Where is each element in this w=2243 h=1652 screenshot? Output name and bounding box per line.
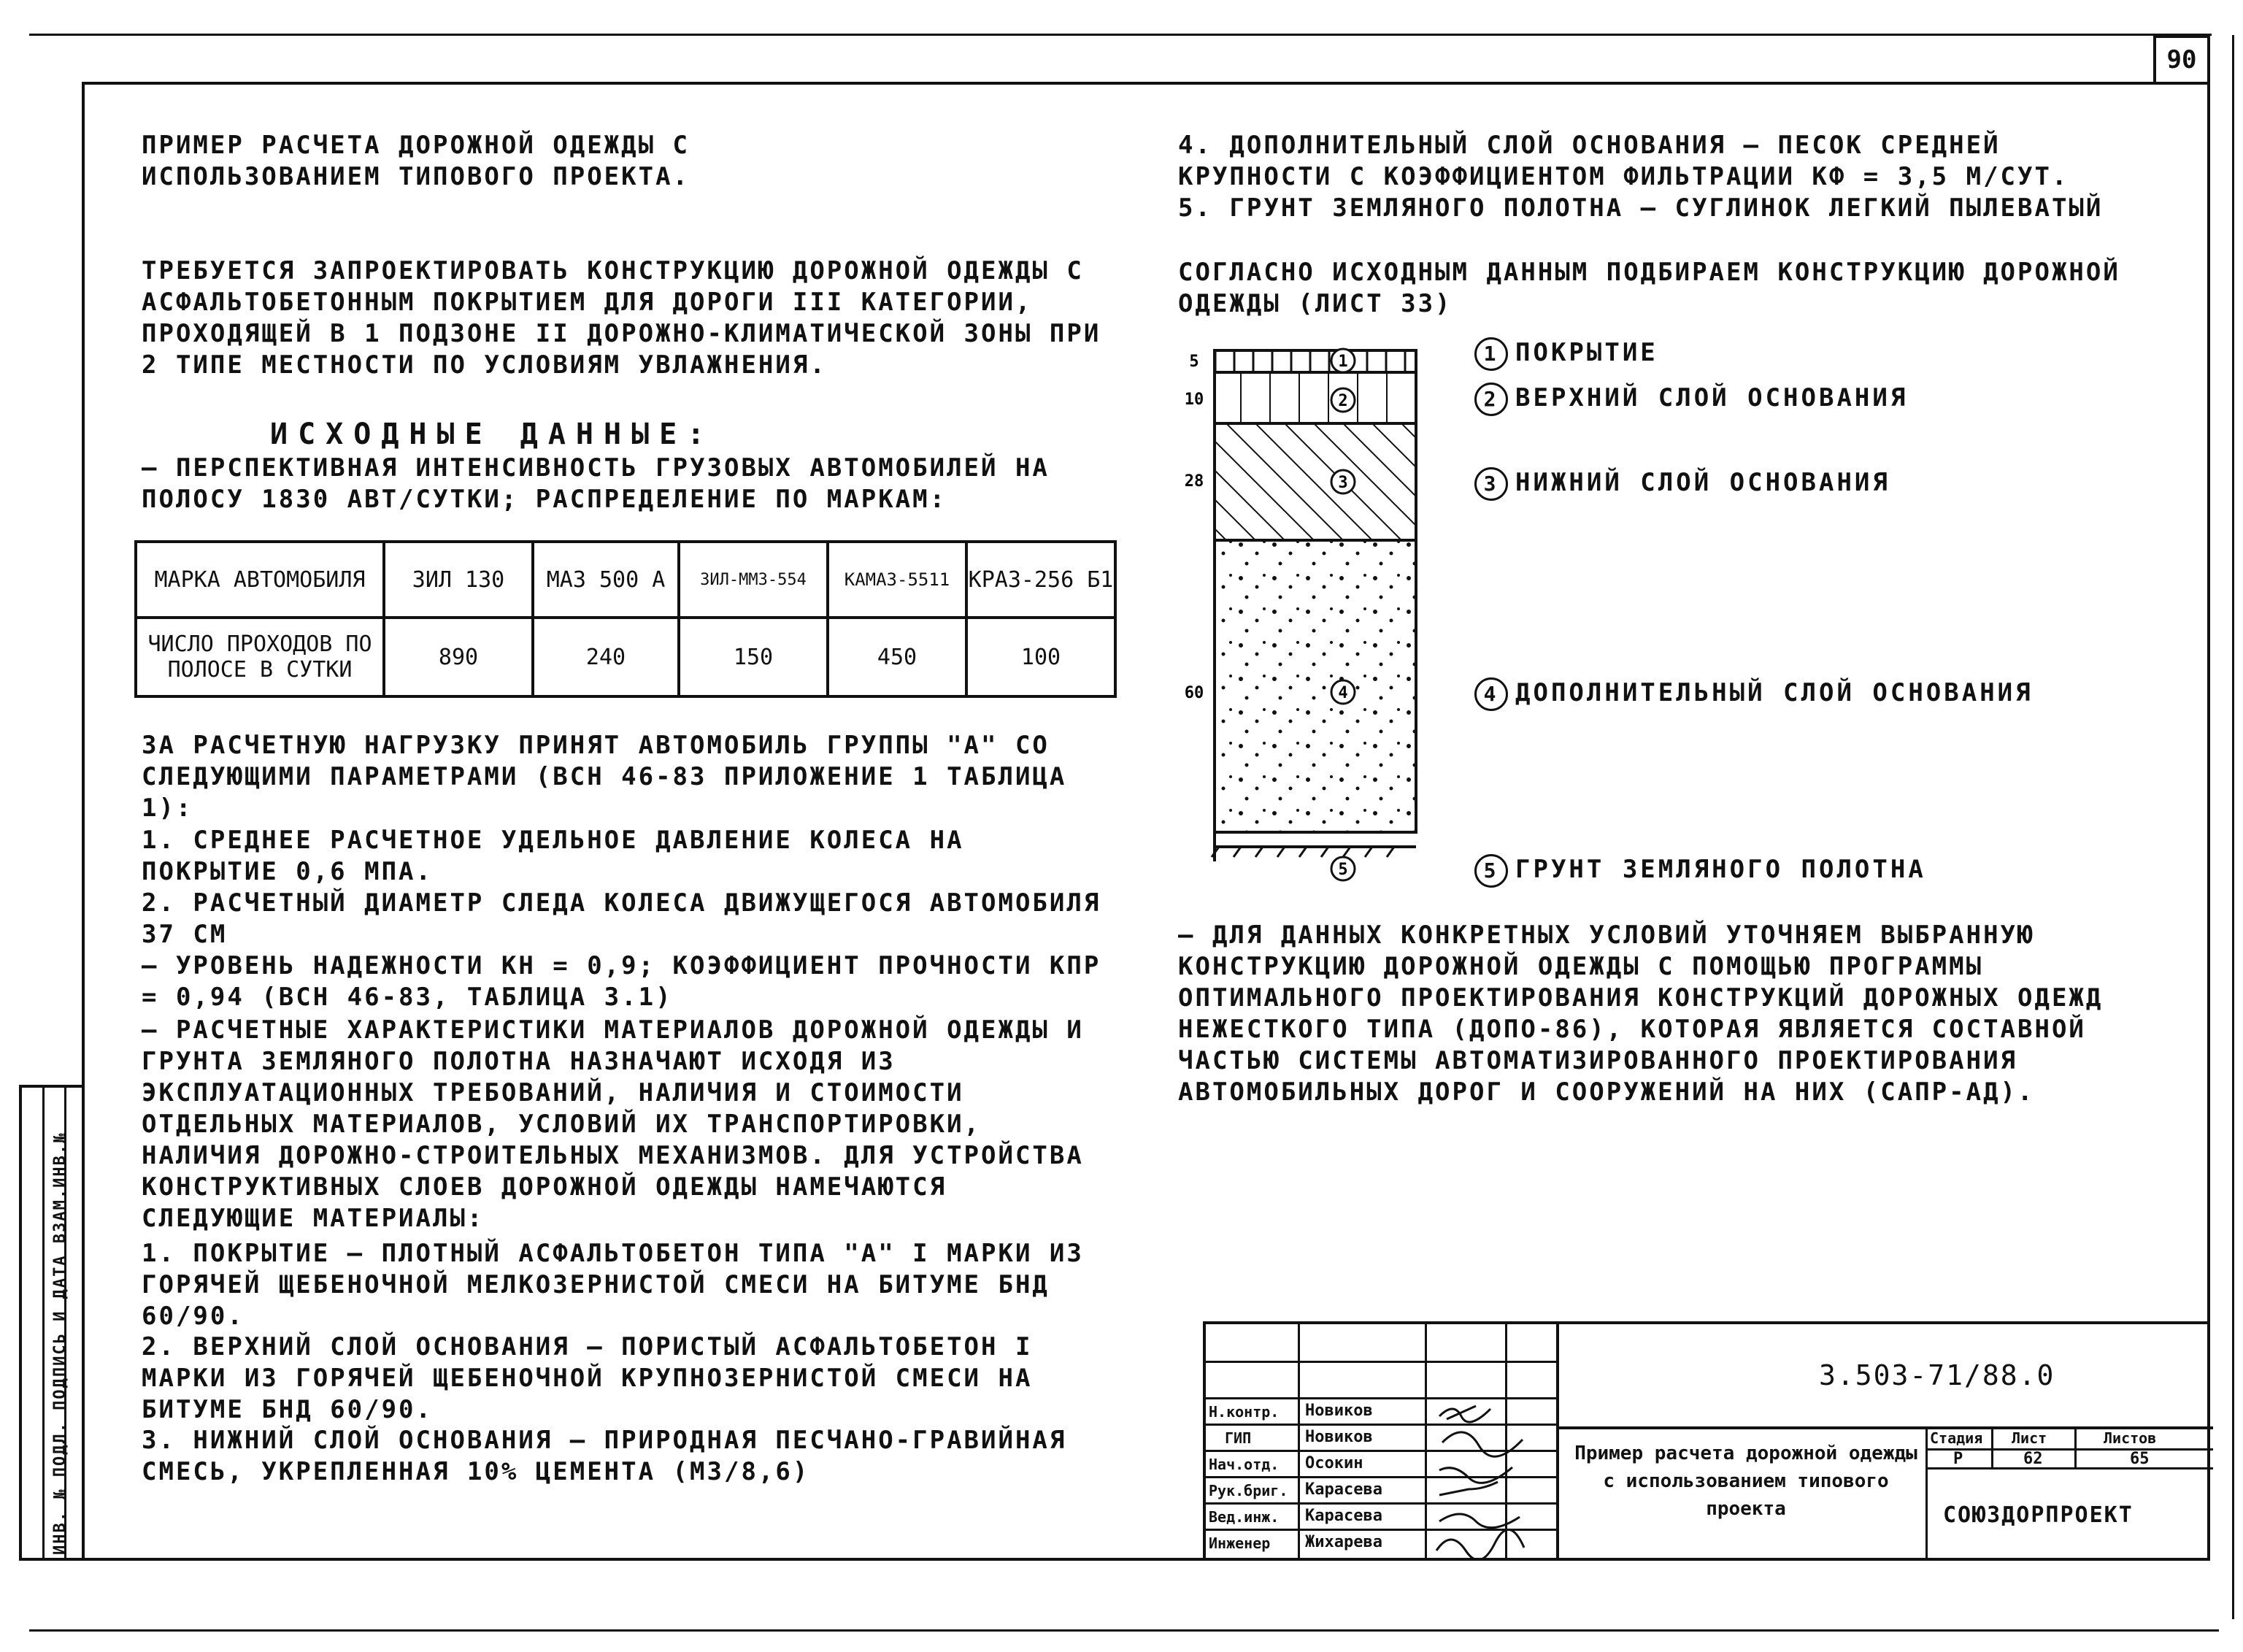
table-value-3: 150 [679,618,828,696]
name-3: Осокин [1305,1454,1363,1472]
signatures-icon [1432,1397,1549,1561]
traffic-text: — ПЕРСПЕКТИВНАЯ ИНТЕНСИВНОСТЬ ГРУЗОВЫХ АВТОМОБИЛЕЙ НА ПОЛОСУ 1830 АВТ/СУТКИ; РАСПРЕДЕЛЕНИЕ ПО МАРКАМ: [142,453,1050,514]
organization: СОЮЗДОРПРОЕКТ [1943,1502,2134,1528]
layer-4-thickness: 60 [1184,684,1204,702]
top-rule [29,34,2212,36]
layer-2-rect [1215,372,1416,423]
legend-layer-4: 4 ДОПОЛНИТЕЛЬНЫЙ СЛОЙ ОСНОВАНИЯ [1474,677,2034,711]
material-2: 2. ВЕРХНИЙ СЛОЙ ОСНОВАНИЯ — ПОРИСТЫЙ АСФАЛЬТОБЕТОН I МАРКИ ИЗ ГОРЯЧЕЙ ЩЕБЕНОЧНОЙ КРУПНОЗЕРНИСТОЙ СМЕСИ НА БИТУМЕ БНД 60/90. [142,1332,1033,1424]
role-2: ГИП [1225,1429,1252,1447]
bottom-rule [29,1629,2219,1632]
table-header-label: МАРКА АВТОМОБИЛЯ [136,542,384,618]
role-5: Вед.инж. [1209,1508,1280,1526]
intro-text: ТРЕБУЕТСЯ ЗАПРОЕКТИРОВАТЬ КОНСТРУКЦИЮ ДОРОЖНОЙ ОДЕЖДЫ С АСФАЛЬТОБЕТОННЫМ ПОКРЫТИЕМ ДЛЯ ДОРОГИ III КАТЕГОРИИ, ПРОХОДЯЩЕЙ В 1 ПОДЗОНЕ II ДОРОЖНО-КЛИМАТИЧЕСКОЙ ЗОНЫ ПРИ 2 ТИПЕ МЕСТНОСТИ ПО УСЛОВИЯМ УВЛАЖНЕНИЯ. [142,256,1101,380]
name-5: Карасева [1305,1507,1382,1525]
param-1: 1. СРЕДНЕЕ РАСЧЕТНОЕ УДЕЛЬНОЕ ДАВЛЕНИЕ КОЛЕСА НА ПОКРЫТИЕ 0,6 МПА. [142,826,964,886]
conclusion-text: — ДЛЯ ДАННЫХ КОНКРЕТНЫХ УСЛОВИЙ УТОЧНЯЕМ ВЫБРАННУЮ КОНСТРУКЦИЮ ДОРОЖНОЙ ОДЕЖДЫ С ПОМОЩЬЮ ПРОГРАММЫ ОПТИМАЛЬНОГО ПРОЕКТИРОВАНИЯ КОНСТРУКЦИЙ ДОРОЖНЫХ ОДЕЖД НЕЖЕСТКОГО ТИПА (ДОПО-86), КОТОРАЯ ЯВЛЯЕТСЯ СОСТАВНОЙ ЧАСТЬЮ СИСТЕМЫ АВТОМАТИЗИРОВАННОГО ПРОЕКТИРОВАНИЯ АВТОМОБИЛЬНЫХ ДОРОГ И СООРУЖЕНИЙ НА НИХ (САПР-АД). [1178,921,2104,1107]
name-2: Новиков [1305,1428,1373,1446]
table-row-label: ЧИСЛО ПРОХОДОВ ПО ПОЛОСЕ В СУТКИ [136,618,384,696]
table-value-2: 240 [533,618,679,696]
sheet-number: 90 [2153,35,2210,82]
sheets-label: Листов [2104,1429,2157,1447]
sheet-value: 62 [2023,1450,2043,1468]
layer-3-marker-num: 3 [1338,474,1348,492]
layer-3-thickness: 28 [1184,472,1204,491]
table-value-5: 100 [966,618,1115,696]
role-4: Рук.бриг. [1209,1482,1288,1499]
pavement-cross-section [1168,336,1431,891]
param-2: 2. РАСЧЕТНЫЙ ДИАМЕТР СЛЕДА КОЛЕСА ДВИЖУЩЕГОСЯ АВТОМОБИЛЯ 37 СМ [142,888,1101,949]
table-col-3: ЗИЛ-ММЗ-554 [679,542,828,618]
doc-description: Пример расчета дорожной одежды с использованием типового проекта [1574,1442,1917,1520]
material-5: 5. ГРУНТ ЗЕМЛЯНОГО ПОЛОТНА — СУГЛИНОК ЛЕГКИЙ ПЫЛЕВАТЫЙ [1178,193,2104,223]
doc-code: 3.503-71/88.0 [1819,1359,2055,1391]
reliability-text: — УРОВЕНЬ НАДЕЖНОСТИ КН = 0,9; КОЭФФИЦИЕНТ ПРОЧНОСТИ КПР = 0,94 (ВСН 46-83, ТАБЛИЦА 3.1) [142,951,1101,1012]
legend-layer-1: 1 ПОКРЫТИЕ [1474,337,1658,371]
material-3: 3. НИЖНИЙ СЛОЙ ОСНОВАНИЯ — ПРИРОДНАЯ ПЕСЧАНО-ГРАВИЙНАЯ СМЕСЬ, УКРЕПЛЕННАЯ 10% ЦЕМЕНТА (М3/8,6) [142,1426,1067,1486]
name-1: Новиков [1305,1402,1373,1420]
title-block [1203,1321,2210,1561]
table-col-5: КРАЗ-256 Б1 [966,542,1115,618]
name-4: Карасева [1305,1480,1382,1499]
selection-text: СОГЛАСНО ИСХОДНЫМ ДАННЫМ ПОДБИРАЕМ КОНСТРУКЦИЮ ДОРОЖНОЙ ОДЕЖДЫ (ЛИСТ 33) [1178,258,2120,318]
doc-title: ПРИМЕР РАСЧЕТА ДОРОЖНОЙ ОДЕЖДЫ С ИСПОЛЬЗОВАНИЕМ ТИПОВОГО ПРОЕКТА. [142,131,690,191]
material-1: 1. ПОКРЫТИЕ — ПЛОТНЫЙ АСФАЛЬТОБЕТОН ТИПА "А" I МАРКИ ИЗ ГОРЯЧЕЙ ЩЕБЕНОЧНОЙ МЕЛКОЗЕРНИСТОЙ СМЕСИ НА БИТУМЕ БНД 60/90. [142,1239,1084,1331]
legend-layer-5: 5 ГРУНТ ЗЕМЛЯНОГО ПОЛОТНА [1474,854,1926,888]
sheet-label: Лист [2012,1429,2047,1447]
stage-label: Стадия [1930,1429,1983,1447]
layer-4-marker-num: 4 [1338,684,1348,702]
layer-4-rect [1215,540,1416,832]
layer-5-marker-num: 5 [1338,861,1348,879]
role-3: Нач.отд. [1209,1456,1280,1473]
load-text: ЗА РАСЧЕТНУЮ НАГРУЗКУ ПРИНЯТ АВТОМОБИЛЬ ГРУППЫ "А" СО СЛЕДУЮЩИМИ ПАРАМЕТРАМИ (ВСН 46-83 ПРИЛОЖЕНИЕ 1 ТАБЛИЦА 1): [142,731,1067,823]
role-1: Н.контр. [1209,1403,1280,1421]
table-value-1: 890 [384,618,533,696]
sheets-value: 65 [2130,1450,2150,1468]
material-4: 4. ДОПОЛНИТЕЛЬНЫЙ СЛОЙ ОСНОВАНИЯ — ПЕСОК СРЕДНЕЙ КРУПНОСТИ С КОЭФФИЦИЕНТОМ ФИЛЬТРАЦИИ КФ = 3,5 М/СУТ. [1178,131,2069,191]
table-value-4: 450 [828,618,966,696]
role-6: Инженер [1209,1534,1271,1552]
subgrade-line [1215,832,1416,861]
table-col-2: МАЗ 500 А [533,542,679,618]
table-col-1: ЗИЛ 130 [384,542,533,618]
table-col-4: КАМАЗ-5511 [828,542,966,618]
layer-2-thickness: 10 [1184,391,1204,409]
subgrade-hatch [1212,847,1394,857]
layer-1-marker-num: 1 [1338,353,1348,371]
layer-1-thickness: 5 [1189,353,1199,371]
materials-text: — РАСЧЕТНЫЕ ХАРАКТЕРИСТИКИ МАТЕРИАЛОВ ДОРОЖНОЙ ОДЕЖДЫ И ГРУНТА ЗЕМЛЯНОГО ПОЛОТНА НАЗНАЧАЮТ ИСХОДЯ ИЗ ЭКСПЛУАТАЦИОННЫХ ТРЕБОВАНИЙ, НАЛИЧИЯ И СТОИМОСТИ ОТДЕЛЬНЫХ МАТЕРИАЛОВ, УСЛОВИЙ ИХ ТРАНСПОРТИРОВКИ, НАЛИЧИЯ ДОРОЖНО-СТРОИТЕЛЬНЫХ МЕХАНИЗМОВ. ДЛЯ УСТРОЙСТВА КОНСТРУКТИВНЫХ СЛОЕВ ДОРОЖНОЙ ОДЕЖДЫ НАМЕЧАЮТСЯ СЛЕДУЮЩИЕ МАТЕРИАЛЫ: [142,1015,1084,1233]
legend-layer-2: 2 ВЕРХНИЙ СЛОЙ ОСНОВАНИЯ [1474,383,1908,416]
layer-3-rect [1215,423,1416,540]
vehicle-table [134,540,1117,698]
right-edge-rule [2232,35,2234,1619]
legend-layer-3: 3 НИЖНИЙ СЛОЙ ОСНОВАНИЯ [1474,467,1890,501]
strip-label: ИНВ. № ПОДЛ. ПОДПИСЬ И ДАТА ВЗАМ.ИНВ.№ [51,1132,69,1555]
name-6: Жихарева [1305,1533,1382,1551]
stage-value: Р [1953,1450,1963,1468]
layer-1-rect [1215,350,1416,372]
source-heading: ИСХОДНЫЕ ДАННЫЕ: [270,418,715,451]
binding-strip [19,1085,85,1561]
layer-2-marker-num: 2 [1338,392,1348,410]
